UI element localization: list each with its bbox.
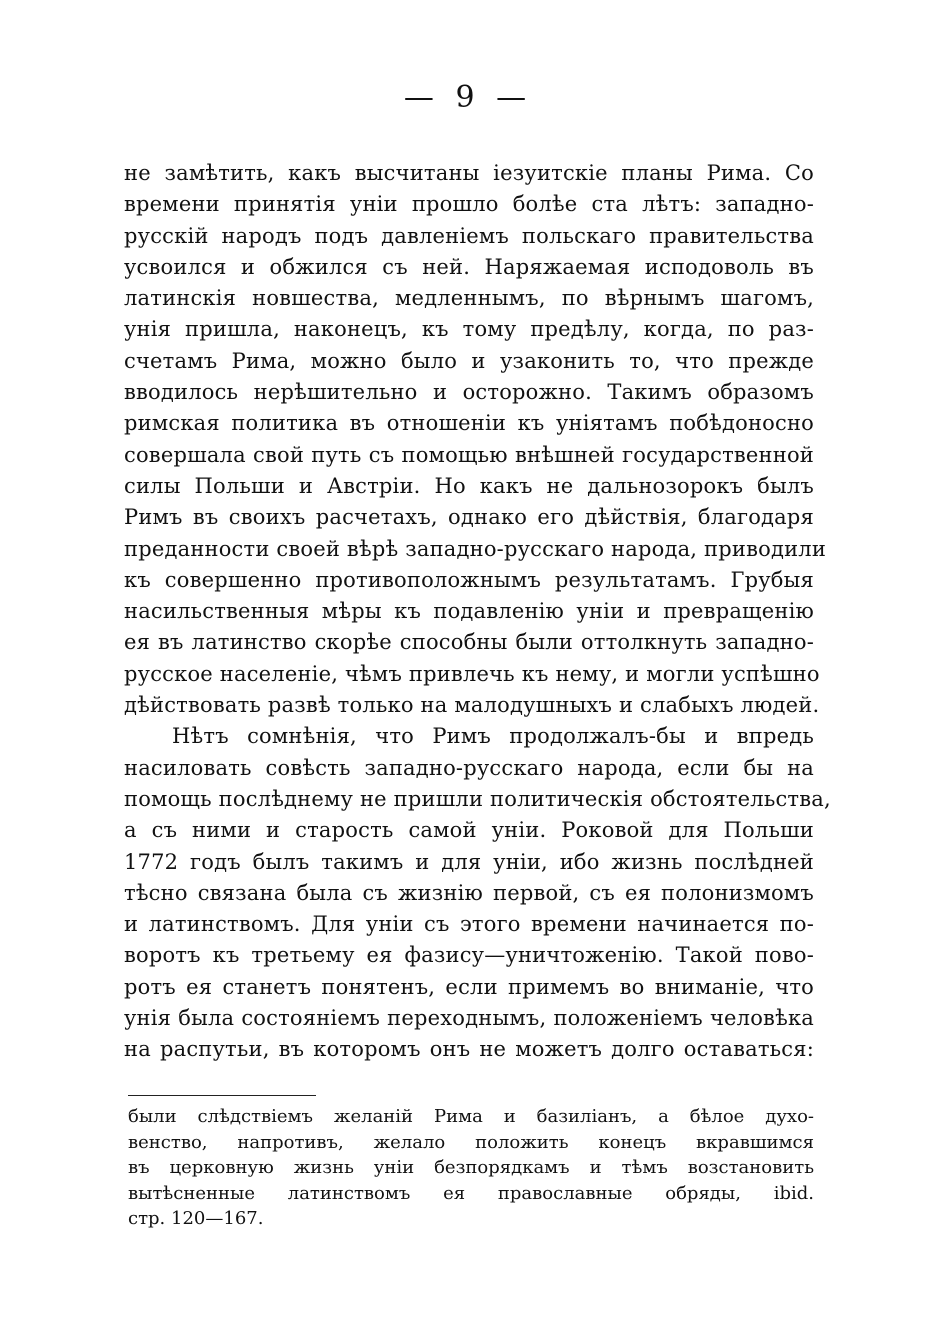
body-line: унія пришла, наконецъ, къ тому предѣлу, когда, по раз- [124,317,814,342]
footnote-line: въ церковную жизнь уніи безпорядкамъ и тѣмъ возстановить [128,1157,814,1178]
body-line: воротъ къ третьему ея фазису—уничтоженію. Такой пово- [124,943,814,968]
body-line: не замѣтить, какъ высчитаны іезуитскіе планы Рима. Со [124,161,814,185]
body-line: времени принятія уніи прошло болѣе ста лѣтъ: западно- [124,192,814,217]
body-line: унія была состояніемъ переходнымъ, положеніемъ человѣка [124,1006,814,1031]
body-text [124,158,831,1066]
body-line: на распутьи, въ которомъ онъ не можетъ долго оставаться: [124,1037,814,1062]
footnote-divider [128,1095,316,1096]
footnote [128,1104,814,1232]
body-line: римская политика въ отношеніи къ уніятамъ побѣдоносно [124,411,814,436]
body-line: русское населеніе, чѣмъ привлечь къ нему, и могли успѣшно [124,661,820,686]
body-line: насильственныя мѣры къ подавленію уніи и превращенію [124,599,814,624]
body-line: ея въ латинство скорѣе способны были оттолкнуть западно- [124,630,814,655]
body-line: усвоился и обжился съ ней. Наряжаемая исподоволь въ [124,254,814,279]
footnote-line: вытѣсненные латинствомъ ея православные обряды, ibid. [128,1182,814,1204]
footnote-line: стр. 120—167. [128,1208,264,1229]
body-line: совершала свой путь съ помощью внѣшней государственной [124,442,814,467]
footnote-line: были слѣдствіемъ желаній Рима и базиліанъ, а бѣлое духо- [128,1106,814,1127]
body-line: къ совершенно противоположнымъ результатамъ. Грубыя [124,567,814,592]
body-line: помощь послѣднему не пришли политическія обстоятельства, [124,786,831,811]
body-line: и латинствомъ. Для уніи съ этого времени начинается по- [124,912,814,937]
body-line: тѣсно связана была съ жизнію первой, съ ея полонизмомъ [124,880,814,905]
body-line: а съ ними и старость самой уніи. Роковой для Польши [124,818,814,843]
footnote-line: венство, напротивъ, желало положить конецъ вкравшимся [128,1131,814,1153]
body-line: 1772 годъ былъ такимъ и для уніи, ибо жизнь послѣдней [124,849,814,874]
body-line: Римъ въ своихъ расчетахъ, однако его дѣйствія, благодаря [124,505,814,530]
body-line: счетамъ Рима, можно было и узаконить то, что прежде [124,348,814,373]
body-line: насиловать совѣсть западно-русскаго народа, если бы на [124,755,814,780]
body-line: латинскія новшества, медленнымъ, по вѣрнымъ шагомъ, [124,286,814,311]
body-line: силы Польши и Австріи. Но какъ не дальнозорокъ былъ [124,473,814,498]
page-number: — 9 — [403,80,533,115]
body-line: русскій народъ подъ давленіемъ польскаго правительства [124,223,814,248]
body-line-paragraph-end: дѣйствовать развѣ только на малодушныхъ и слабыхъ людей. [124,693,820,718]
body-line-paragraph-start: Нѣтъ сомнѣнія, что Римъ продолжалъ-бы и впредь [172,724,814,749]
body-line: преданности своей вѣрѣ западно-русскаго народа, приводили [124,536,827,561]
body-line: ротъ ея станетъ понятенъ, если примемъ во вниманіе, что [124,974,814,999]
body-line: вводилось нерѣшительно и осторожно. Такимъ образомъ [124,380,814,405]
